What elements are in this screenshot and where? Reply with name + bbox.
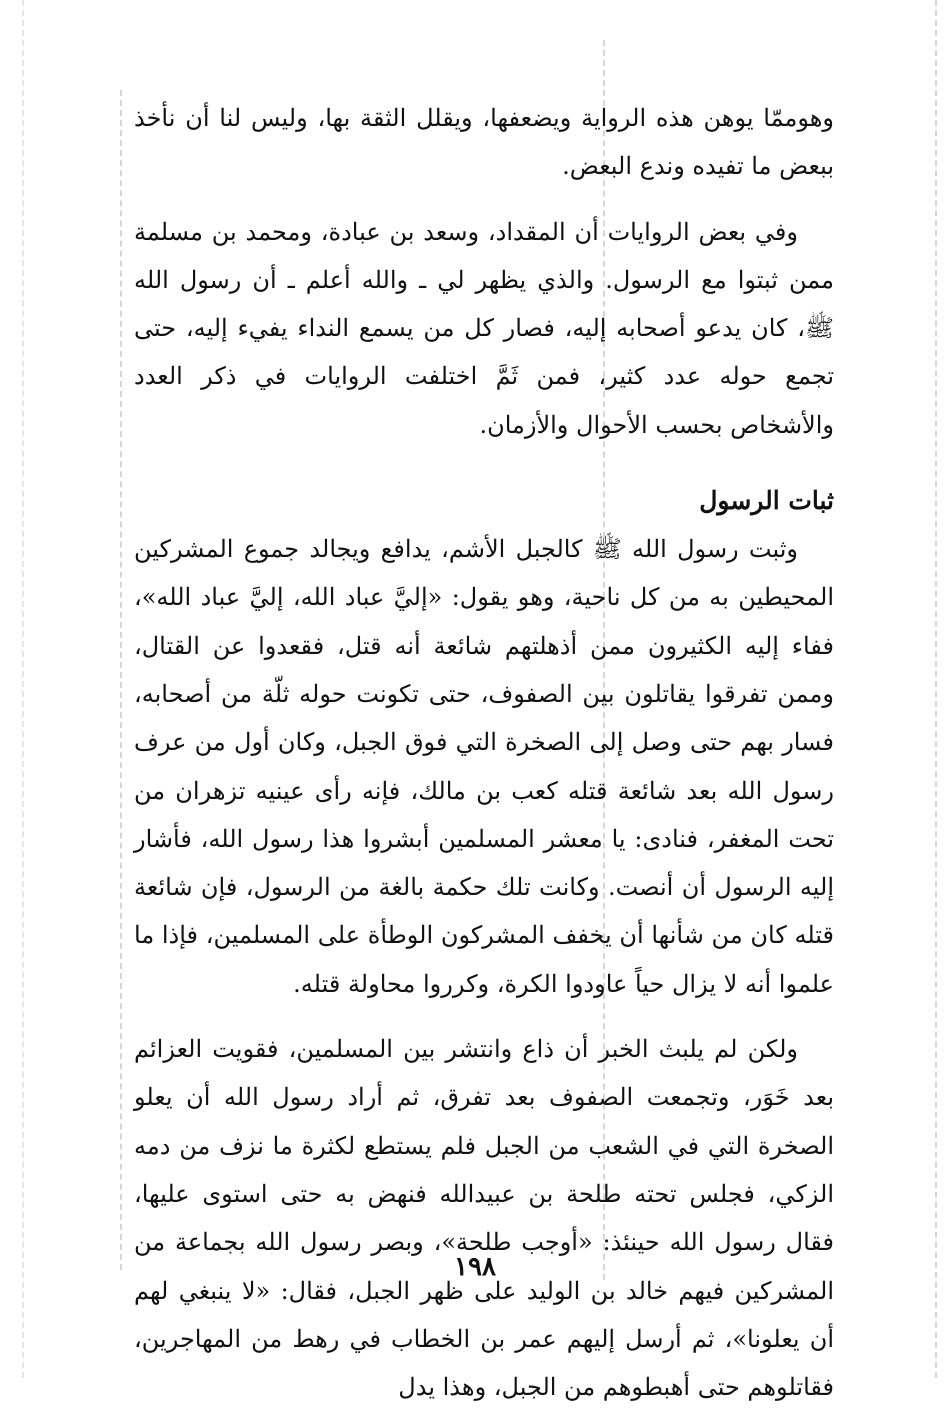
section-paragraph-1: وثبت رسول الله ﷺ كالجبل الأشم، يدافع ويجالد جموع المشركين المحيطين به من كل ناحية، وهو يقول: «إليَّ عباد الله، إليَّ عباد الله»، ففاء إليه الكثيرون ممن أذهلتهم شائعة أنه قتل، فقعدوا عن القتال، وممن تفرقوا يقاتلون بين الصفوف، حتى تكونت حوله ثلّة من أصحابه، فسار بهم حتى وصل إلى الصخرة التي فوق الجبل، وكان أول من عرف رسول الله بعد شائعة قتله كعب بن مالك، فإنه رأى عينيه تزهران من تحت المغفر، فنادى: يا معشر المسلمين أبشروا هذا رسول الله، فأشار إليه الرسول أن أنصت. وكانت تلك حكمة بالغة من الرسول، فإن شائعة قتله كان من شأنها أن يخفف المشركون الوطأة على المسلمين، فإذا ما علموا أنه لا يزال حياً عاودوا الكرة، وكرروا محاولة قتله. — [134, 535, 835, 998]
section-heading: ثبات الرسول — [699, 486, 834, 516]
paragraph-2: وفي بعض الروايات أن المقداد، وسعد بن عبادة، ومحمد بن مسلمة ممن ثبتوا مع الرسول. والذي يظهر لي ـ والله أعلم ـ أن رسول الله ﷺ، كان يدعو أصحابه إليه، فصار كل من يسمع النداء يفيء إليه، حتى تجمع حوله عدد كثير، فمن ثَمَّ اختلفت الروايات في ذكر العدد والأشخاص بحسب الأحوال والأزمان. — [134, 217, 834, 439]
paragraph-gap — [134, 191, 834, 208]
scan-fold-line-left — [120, 90, 122, 1270]
paragraph-1: وهوممّا يوهن هذه الرواية ويضعفها، ويقلل الثقة بها، وليس لنا أن نأخذ ببعض ما تفيده وندع البعض. — [134, 104, 834, 181]
page-body — [134, 94, 834, 1411]
scan-edge-line-left — [22, 0, 24, 1378]
section-gap — [134, 449, 834, 477]
paragraph-gap — [134, 1008, 834, 1025]
page-number: ١٩٨ — [454, 1252, 496, 1282]
scan-fold-line-right — [935, 0, 937, 1378]
section-paragraph-2: ولكن لم يلبث الخبر أن ذاع وانتشر بين المسلمين، فقويت العزائم بعد خَوَر، وتجمعت الصفوف بعد تفرق، ثم أراد رسول الله أن يعلو الصخرة التي في الشعب من الجبل فلم يستطع لكثرة ما نزف من دمه الزكي، فجلس تحته طلحة بن عبيدالله فنهض به حتى استوى عليها، فقال رسول الله حينئذ: «أوجب طلحة»، وبصر رسول الله بجماعة من المشركين فيهم خالد بن الوليد على ظهر الجبل، فقال: «لا ينبغي لهم أن يعلونا»، ثم أرسل إليهم عمر بن الخطاب في رهط من المهاجرين، فقاتلوهم حتى أهبطوهم من الجبل، وهذا يدل — [134, 1035, 835, 1402]
